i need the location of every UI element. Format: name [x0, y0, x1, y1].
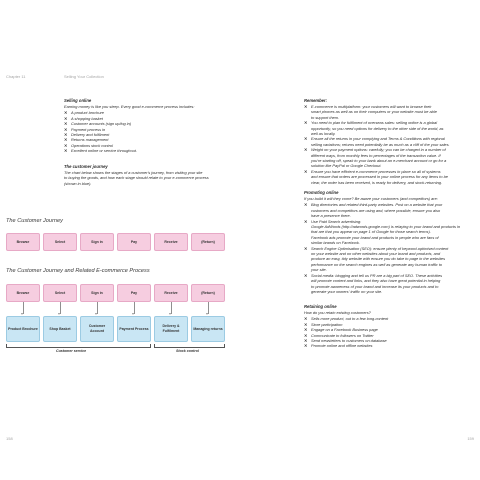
- stage-box-pay: Pay: [117, 284, 151, 302]
- promoting-online-intro: If you build it will they come? Be aware your customers (and competitors) are:: [304, 196, 438, 201]
- list-item: ✕ Store participation: [304, 321, 343, 327]
- stage-box-return: (Return): [191, 284, 225, 302]
- list-item: ✕ Operations stock control: [64, 142, 113, 148]
- arrow-down-icon: [58, 313, 60, 315]
- list-item: ✕ Blog directories and related third-party websites. Post on a website that your customers and competitors are using and, where possible, ensure you also have a presence there.: [304, 202, 443, 219]
- page-number: 159: [467, 436, 474, 441]
- stage-box-browse: Browse: [6, 233, 40, 251]
- retaining-online-section: [304, 304, 388, 349]
- bracket-tick: [150, 344, 151, 347]
- cross-bullet-icon: ✕: [64, 126, 68, 132]
- bracket-tick: [224, 344, 225, 347]
- remember-section: [304, 98, 450, 185]
- cross-bullet-icon: ✕: [304, 272, 308, 278]
- cross-bullet-icon: ✕: [304, 147, 308, 153]
- cross-bullet-icon: ✕: [304, 202, 308, 208]
- promoting-online-section: [304, 190, 460, 294]
- cross-bullet-icon: ✕: [64, 110, 68, 116]
- list-item: ✕ Use Paid Search advertising: Google AdWords (http://adwords.google.com) is relaying to your brand and products in that are that you appear on page 1 of Google for those search terms). Facebook ads promote your brand and products in people who are fans of similar brands on Facebook.: [304, 218, 461, 246]
- cross-bullet-icon: ✕: [304, 332, 308, 338]
- promoting-online-heading: Promoting online: [304, 190, 339, 195]
- list-item: ✕ E-commerce is multiplatform: your customers will want to browse their smart phones as well as on their computers or your website must be able to support them.: [304, 104, 437, 120]
- list-item: ✕ Ensure you have efficient e-commerce processes in place so all of systems and ensure that orders are processed in your online process for any items to be clear, the order has been received, is ready for delivery, and stock-returning.: [304, 168, 448, 185]
- cross-bullet-icon: ✕: [64, 148, 68, 154]
- list-item: ✕ Returns management: [64, 137, 109, 143]
- arrow-down-icon: [95, 313, 97, 315]
- list-item: ✕ Customer accounts (sign up/log in): [64, 121, 132, 127]
- promoting-online-list: [304, 202, 460, 294]
- diagram-title-journey-and-process: The Customer Journey and Related E-commerce Process: [6, 268, 150, 274]
- list-item: ✕ Weight on your payment options: carefully; you can be charged in a number of different ways, from monthly fees to percentages of the transaction value. If you're starting off, speak to your bank about an e-merchant account or go for a solution like PayPal or Google Checkout.: [304, 147, 447, 169]
- selling-online-list: [64, 110, 194, 153]
- stage-box-sign-in: Sign in: [80, 284, 114, 302]
- list-item: ✕ Excellent online or service throughout.: [64, 148, 137, 154]
- stock-control-bracket: [154, 347, 225, 348]
- arrow-down-icon: [132, 313, 134, 315]
- cross-bullet-icon: ✕: [304, 218, 308, 224]
- customer-service-label: Customer service: [56, 349, 87, 353]
- remember-list: [304, 104, 450, 185]
- list-item: ✕ Search Engine Optimisation (SEO): ensure plenty of keyword-optimised content on your website and on other websites about your brand and products, and produce an easy, tidy website with ensure you do take to page in the websites performance on the search engines as well as generate any human traffic to your site.: [304, 245, 449, 273]
- process-box-payment-process: Payment Process: [117, 316, 151, 342]
- arrow-down-icon: [169, 313, 171, 315]
- process-box-product-brochure: Product Brochure: [6, 316, 40, 342]
- arrow-down-icon: [206, 313, 208, 315]
- list-item: ✕ Send newsletters to customers on database: [304, 338, 387, 344]
- cross-bullet-icon: ✕: [304, 136, 308, 142]
- stock-control-label: Stock control: [176, 349, 199, 353]
- list-item: ✕ Delivery and fulfilment: [64, 132, 110, 138]
- list-item: ✕ Social media: blogging and tell us PR are a big part of SEO. These activities will promote content and links, and they also have great potential in helping to promote awareness of your brand and increase its your products and to generate your owners' traffic on your site.: [304, 272, 443, 294]
- retaining-online-list: [304, 316, 388, 348]
- list-item: ✕ Communicate to followers on Twitter: [304, 332, 374, 338]
- list-item: ✕ A product brochure: [64, 110, 104, 116]
- paragraph-line: The chart below shows the stages of a customer's journey, from visiting your site: [64, 170, 203, 175]
- cross-bullet-icon: ✕: [304, 343, 308, 349]
- cross-bullet-icon: ✕: [64, 115, 68, 121]
- cross-bullet-icon: ✕: [304, 245, 308, 251]
- cross-bullet-icon: ✕: [304, 327, 308, 333]
- stage-box-pay: Pay: [117, 233, 151, 251]
- selling-online-heading: Selling online: [64, 98, 92, 103]
- stage-box-select: Select: [43, 284, 77, 302]
- cross-bullet-icon: ✕: [304, 316, 308, 322]
- bracket-tick: [154, 344, 155, 347]
- right-page: [240, 0, 480, 480]
- cross-bullet-icon: ✕: [304, 338, 308, 344]
- selling-online-section: [64, 98, 194, 154]
- cross-bullet-icon: ✕: [64, 121, 68, 127]
- diagram-title-customer-journey: The Customer Journey: [6, 218, 63, 224]
- cross-bullet-icon: ✕: [64, 137, 68, 143]
- stage-box-select: Select: [43, 233, 77, 251]
- remember-heading: Remember:: [304, 98, 328, 103]
- retaining-online-heading: Retaining online: [304, 304, 337, 309]
- list-item: ✕ Promote online and offline websites: [304, 343, 373, 349]
- arrow-down-icon: [21, 313, 23, 315]
- cross-bullet-icon: ✕: [64, 132, 68, 138]
- process-box-managing-returns: Managing returns: [191, 316, 225, 342]
- page-header-chapter: Chapter 11: [6, 74, 26, 79]
- stage-box-receive: Receive: [154, 233, 188, 251]
- customer-service-bracket: [6, 347, 151, 348]
- list-item: ✕ A shopping basket: [64, 115, 103, 121]
- list-item: ✕ Ensure all the returns in your complying and Terms & Conditions with regional selling variations; returns need potentially be as much as a cliff of the your sales.: [304, 136, 450, 147]
- cross-bullet-icon: ✕: [304, 321, 308, 327]
- process-box-shop-basket: Shop Basket: [43, 316, 77, 342]
- process-box-delivery-fulfilment: Delivery & Fulfilment: [154, 316, 188, 342]
- list-item: ✕ You need to plan for fulfilment of overseas sales: selling online is a global opportunity, so you need options for delivery to the other side of the world, as well as locally.: [304, 120, 444, 137]
- stage-box-browse: Browse: [6, 284, 40, 302]
- cross-bullet-icon: ✕: [304, 120, 308, 126]
- cross-bullet-icon: ✕: [64, 142, 68, 148]
- list-item: ✕ Engage on a Facebook Business page: [304, 327, 378, 333]
- page-header-title: Selling Your Collection: [64, 74, 104, 79]
- page-number: 158: [6, 436, 13, 441]
- process-box-customer-account: Customer Account: [80, 316, 114, 342]
- list-item: ✕ Payment process in: [64, 126, 106, 132]
- list-item: ✕ Sells more product, out to a few long-content: [304, 316, 389, 322]
- bracket-tick: [6, 344, 7, 347]
- stage-box-receive: Receive: [154, 284, 188, 302]
- cross-bullet-icon: ✕: [304, 104, 308, 109]
- customer-journey-heading: The customer journey: [64, 164, 108, 169]
- cross-bullet-icon: ✕: [304, 168, 308, 174]
- selling-online-intro: Earning money is like you sleep. Every good e-commerce process includes:: [64, 104, 195, 109]
- retaining-online-intro: How do you retain existing customers?: [304, 310, 371, 315]
- stage-box-return: (Return): [191, 233, 225, 251]
- paragraph-line: to buying the goods, and how each stage should relate to your e-commerce process: [64, 175, 209, 181]
- stage-box-sign-in: Sign in: [80, 233, 114, 251]
- paragraph-line: (shown in blue).: [64, 180, 92, 186]
- customer-journey-text: [64, 164, 209, 186]
